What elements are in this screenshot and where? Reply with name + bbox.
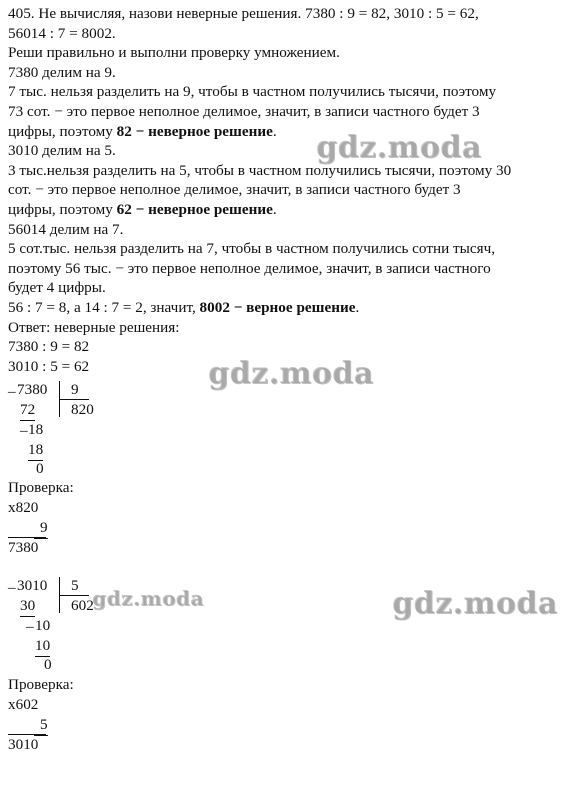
- partial-dividend: 18: [28, 421, 44, 438]
- task-line-2: 56014 : 7 = 8002.: [8, 24, 116, 42]
- multiplication-check-1: [8, 478, 168, 558]
- explanation-line: будет 4 цифры.: [8, 279, 106, 297]
- answer-line: 3010 : 5 = 62: [8, 357, 90, 375]
- explanation-line: 7 тыс. нельзя разделить на 9, чтобы в частном получились тысячи, поэтому: [8, 83, 497, 101]
- dividend: 3010: [17, 577, 48, 594]
- explanation-line: поэтому 56 тыс. − это первое неполное делимое, значит, в записи частного: [8, 259, 491, 277]
- product-line: [8, 537, 46, 538]
- partial-dividend: 10: [35, 617, 51, 634]
- remainder: 0: [36, 460, 44, 477]
- answer-heading: Ответ: неверные решения:: [8, 318, 180, 336]
- step-heading-3010: 3010 делим на 5.: [8, 142, 116, 160]
- check-factor: x820: [8, 499, 39, 516]
- remainder: 0: [44, 656, 52, 673]
- subtrahend: 18: [28, 440, 43, 461]
- task-line-1: 405. Не вычисляя, назови неверные решения. 7380 : 9 = 82, 3010 : 5 = 62,: [8, 5, 479, 22]
- minus-sign: _: [8, 574, 16, 591]
- minus-sign: _: [8, 378, 16, 395]
- explanation-line: [8, 298, 583, 318]
- punctuation: .: [272, 200, 277, 218]
- explanation-line: сот. − это первое неполное делимое, значит, в записи частного будет 3: [8, 181, 461, 199]
- step-heading-7380: 7380 делим на 9.: [8, 63, 116, 81]
- answer-line: 7380 : 9 = 82: [8, 338, 90, 356]
- watermark: gdz.moda: [392, 586, 558, 621]
- explanation-line: 5 сот.тыс. нельзя разделить на 7, чтобы в частном получились сотни тысяч,: [8, 240, 496, 258]
- watermark: gdz.moda: [316, 130, 482, 165]
- explanation-line: 73 сот. − это первое неполное делимое, значит, в записи частного будет 3: [8, 102, 480, 120]
- subtrahend: 10: [35, 636, 50, 657]
- explanation-line: 3 тыс.нельзя разделить на 5, чтобы в частном получились тысячи, поэтому 30: [8, 161, 512, 179]
- explanation-text: цифры, поэтому: [8, 200, 117, 218]
- division-bar: [59, 399, 89, 400]
- quotient: 820: [71, 401, 94, 418]
- division-bar: [59, 595, 89, 596]
- dividend: 7380: [17, 381, 48, 398]
- step-heading-56014: 56014 делим на 7.: [8, 220, 124, 238]
- punctuation: .: [272, 122, 277, 140]
- solution-text: [8, 4, 583, 376]
- punctuation: .: [355, 298, 360, 316]
- explanation-line: [8, 122, 583, 142]
- check-label: Проверка:: [8, 479, 74, 496]
- minus-sign: _: [26, 613, 34, 630]
- explanation-text: 56 : 7 = 8, а 14 : 7 = 2, значит,: [8, 298, 200, 316]
- divisor: 5: [71, 577, 79, 594]
- verdict-text: 62 − неверное решение: [116, 200, 273, 218]
- check-factor: x602: [8, 696, 39, 713]
- divisor: 9: [71, 381, 79, 398]
- explanation-text: цифры, поэтому: [8, 122, 117, 140]
- long-division-7380: [8, 380, 208, 480]
- task-instruction: Реши правильно и выполни проверку умножением.: [8, 44, 340, 62]
- product-line: [8, 734, 46, 735]
- quotient: 602: [71, 597, 94, 614]
- check-result: 7380: [8, 539, 39, 556]
- check-label: Проверка:: [8, 676, 74, 693]
- watermark: gdz.moda: [208, 356, 374, 391]
- check-factor: 5: [34, 715, 48, 736]
- verdict-text: 8002 − верное решение: [199, 298, 356, 316]
- check-result: 3010: [8, 736, 39, 753]
- subtrahend: 72: [20, 400, 35, 421]
- check-factor: 9: [34, 518, 48, 539]
- explanation-line: [8, 200, 583, 220]
- verdict-text: 82 − неверное решение: [116, 122, 273, 140]
- watermark: gdz.moda: [92, 586, 204, 610]
- multiplication-check-2: [8, 675, 168, 755]
- subtrahend: 30: [20, 596, 35, 617]
- minus-sign: _: [20, 417, 28, 434]
